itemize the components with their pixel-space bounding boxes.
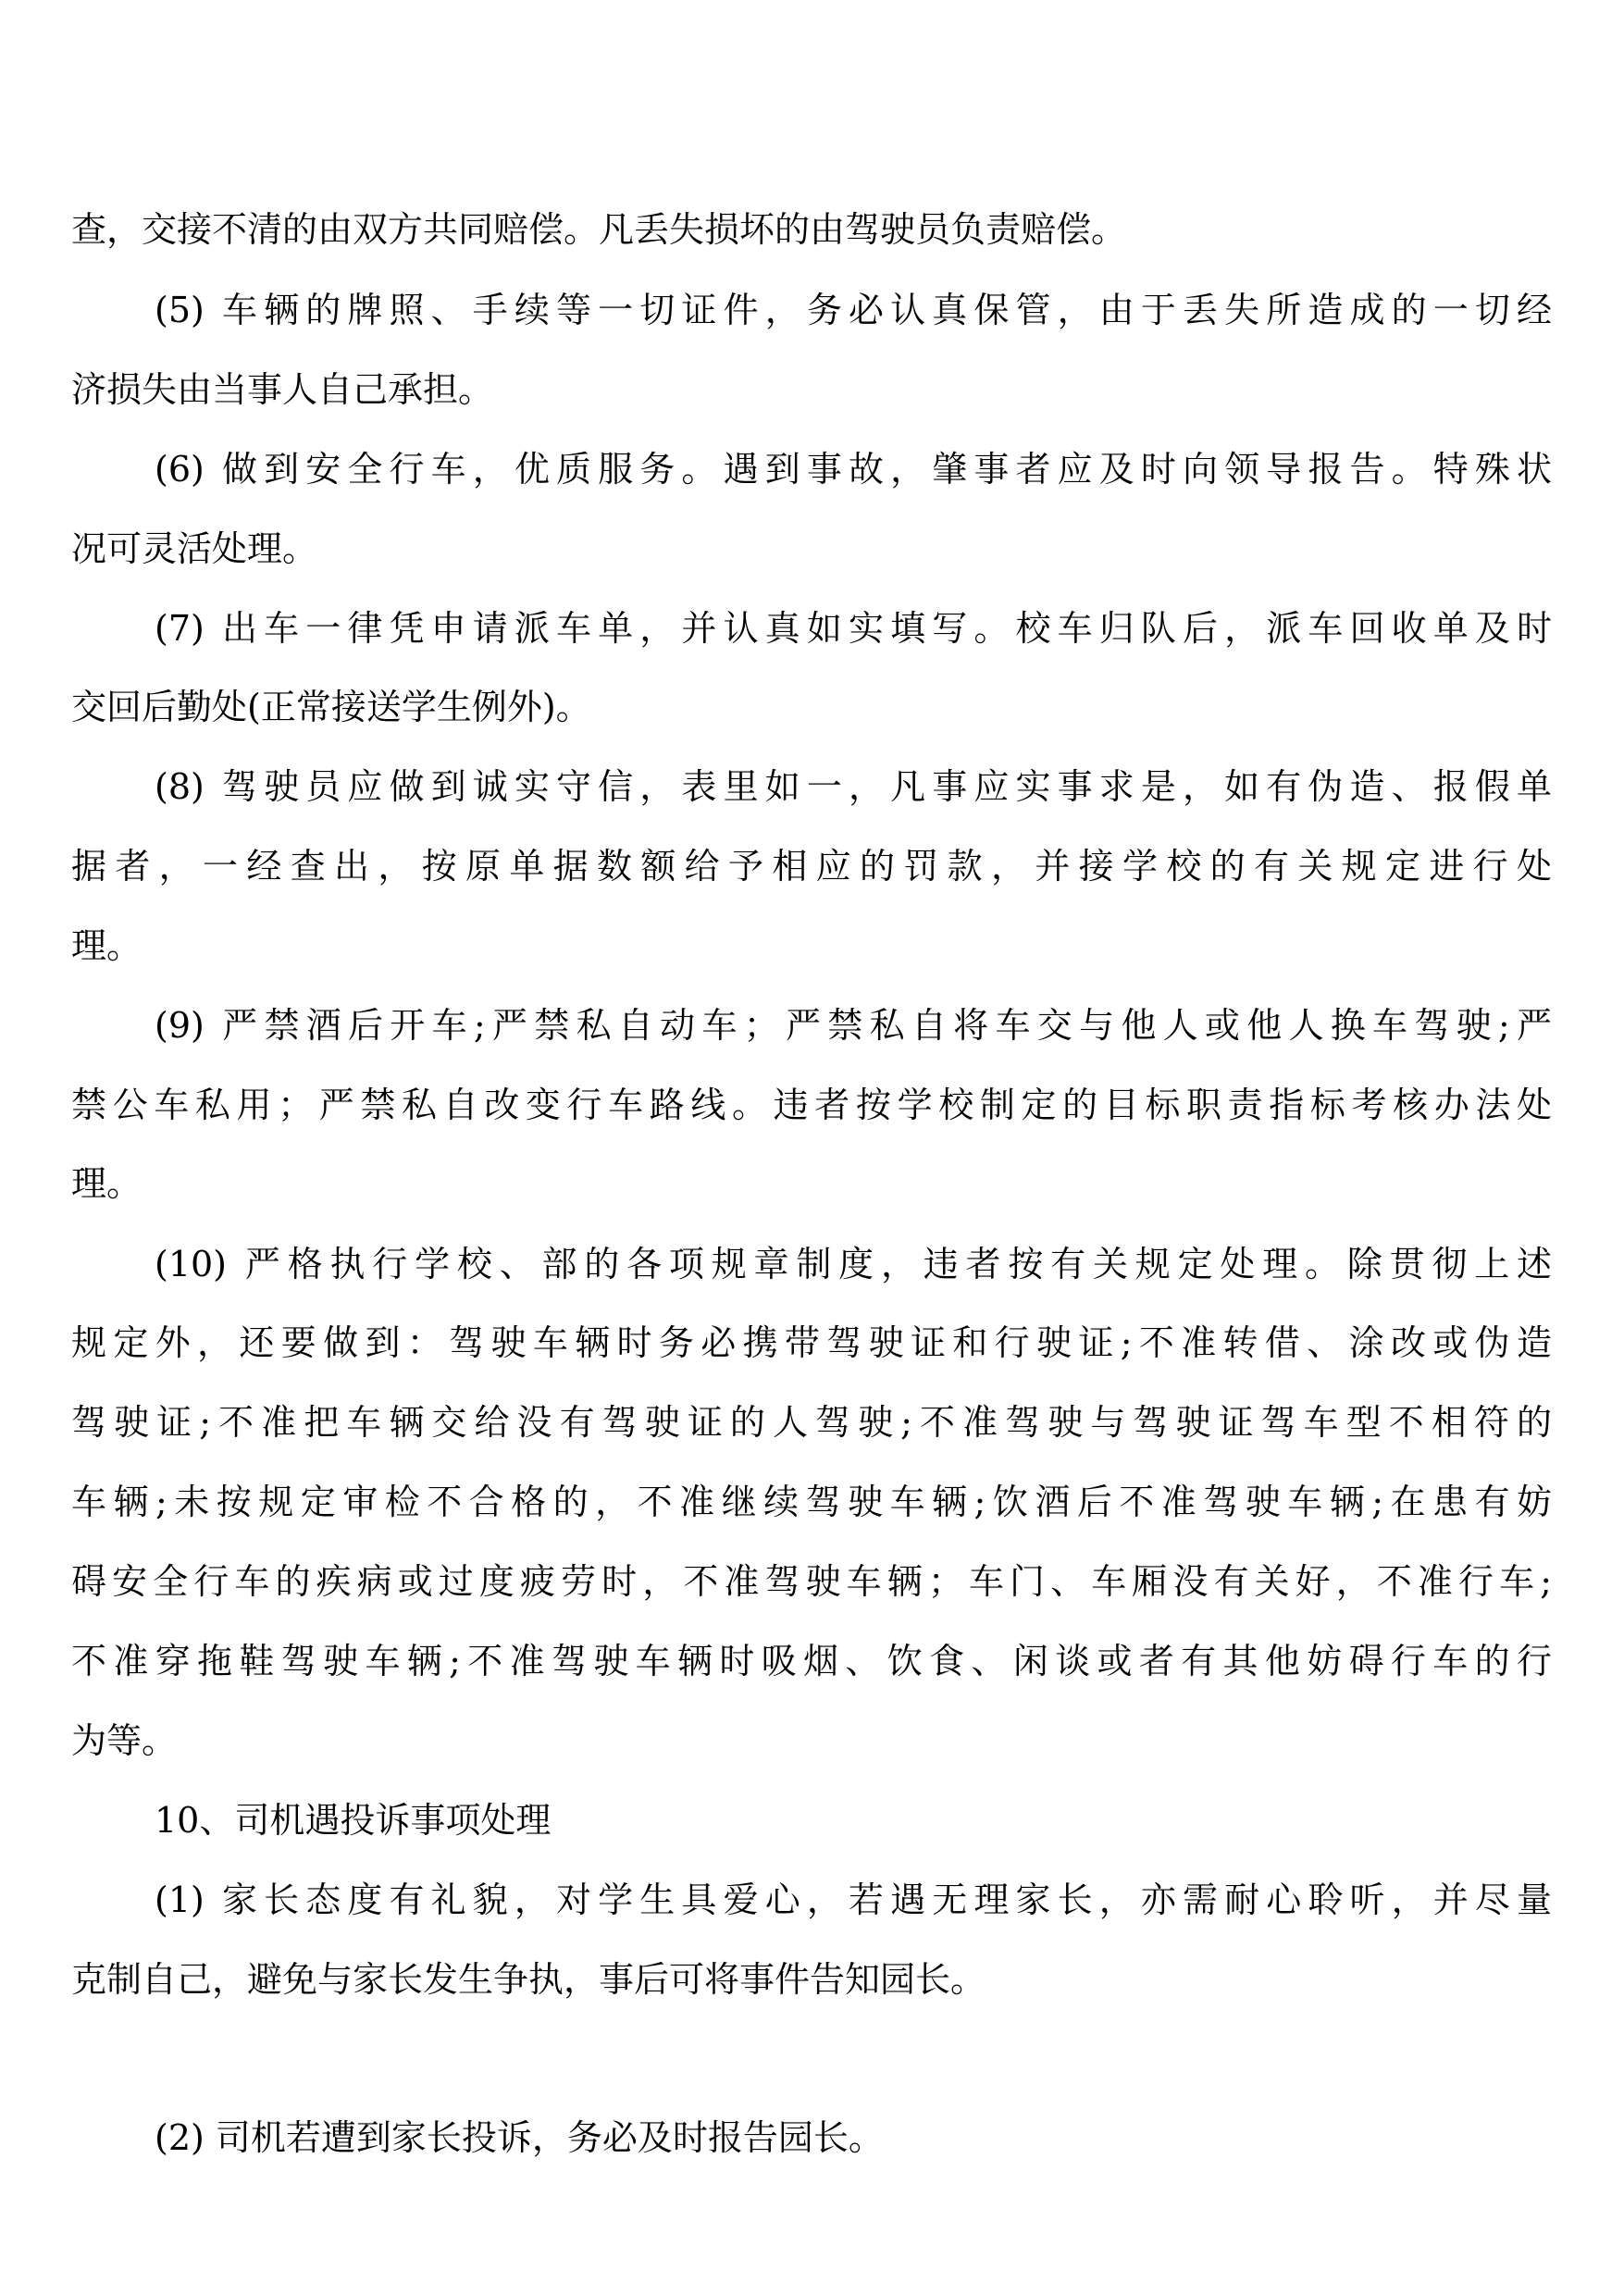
paragraph-line: 理。: [71, 1163, 143, 1204]
paragraph-line: (6) 做到安全行车，优质服务。遇到事故，肇事者应及时向领导报告。特殊状: [155, 449, 1552, 490]
paragraph-line: 规定外，还要做到：驾驶车辆时务必携带驾驶证和行驶证;不准转借、涂改或伪造: [71, 1322, 1552, 1363]
paragraph-line: (2) 司机若遭到家长投诉，务必及时报告园长。: [155, 2117, 884, 2158]
section-heading: 10、司机遇投诉事项处理: [155, 1800, 552, 1841]
paragraph-line: (5) 车辆的牌照、手续等一切证件，务必认真保管，由于丢失所造成的一切经: [155, 290, 1552, 330]
paragraph-line: (8) 驾驶员应做到诚实守信，表里如一，凡事应实事求是，如有伪造、报假单: [155, 766, 1552, 807]
paragraph-line: 禁公车私用；严禁私自改变行车路线。违者按学校制定的目标职责指标考核办法处: [71, 1085, 1552, 1125]
paragraph-line: 为等。: [71, 1720, 178, 1761]
paragraph-line: 交回后勤处(正常接送学生例外)。: [71, 687, 591, 727]
paragraph-line: (7) 出车一律凭申请派车单，并认真如实填写。校车归队后，派车回收单及时: [155, 608, 1552, 649]
paragraph-line: 理。: [71, 925, 143, 966]
paragraph-line: 碍安全行车的疾病或过度疲劳时，不准驾驶车辆；车门、车厢没有关好，不准行车;: [71, 1561, 1552, 1602]
paragraph-line: 驾驶证;不准把车辆交给没有驾驶证的人驾驶;不准驾驶与驾驶证驾车型不相符的: [71, 1402, 1552, 1443]
paragraph-line: 不准穿拖鞋驾驶车辆;不准驾驶车辆时吸烟、饮食、闲谈或者有其他妨碍行车的行: [71, 1641, 1552, 1681]
paragraph-line: 况可灵活处理。: [71, 528, 318, 569]
paragraph-line: 克制自己，避免与家长发生争执，事后可将事件告知园长。: [71, 1959, 986, 2000]
paragraph-line: 车辆;未按规定审检不合格的，不准继续驾驶车辆;饮酒后不准驾驶车辆;在患有妨: [71, 1482, 1552, 1522]
paragraph-line: (10) 严格执行学校、部的各项规章制度，违者按有关规定处理。除贯彻上述: [155, 1244, 1552, 1284]
paragraph-line: 查，交接不清的由双方共同赔偿。凡丢失损坏的由驾驶员负责赔偿。: [71, 209, 1127, 250]
paragraph-line: (1) 家长态度有礼貌，对学生具爱心，若遇无理家长，亦需耐心聆听，并尽量: [155, 1879, 1552, 1920]
paragraph-line: (9) 严禁酒后开车;严禁私自动车；严禁私自将车交与他人或他人换车驾驶;严: [155, 1005, 1552, 1046]
paragraph-line: 据者，一经查出，按原单据数额给予相应的罚款，并接学校的有关规定进行处: [71, 846, 1552, 887]
paragraph-line: 济损失由当事人自己承担。: [71, 369, 494, 410]
